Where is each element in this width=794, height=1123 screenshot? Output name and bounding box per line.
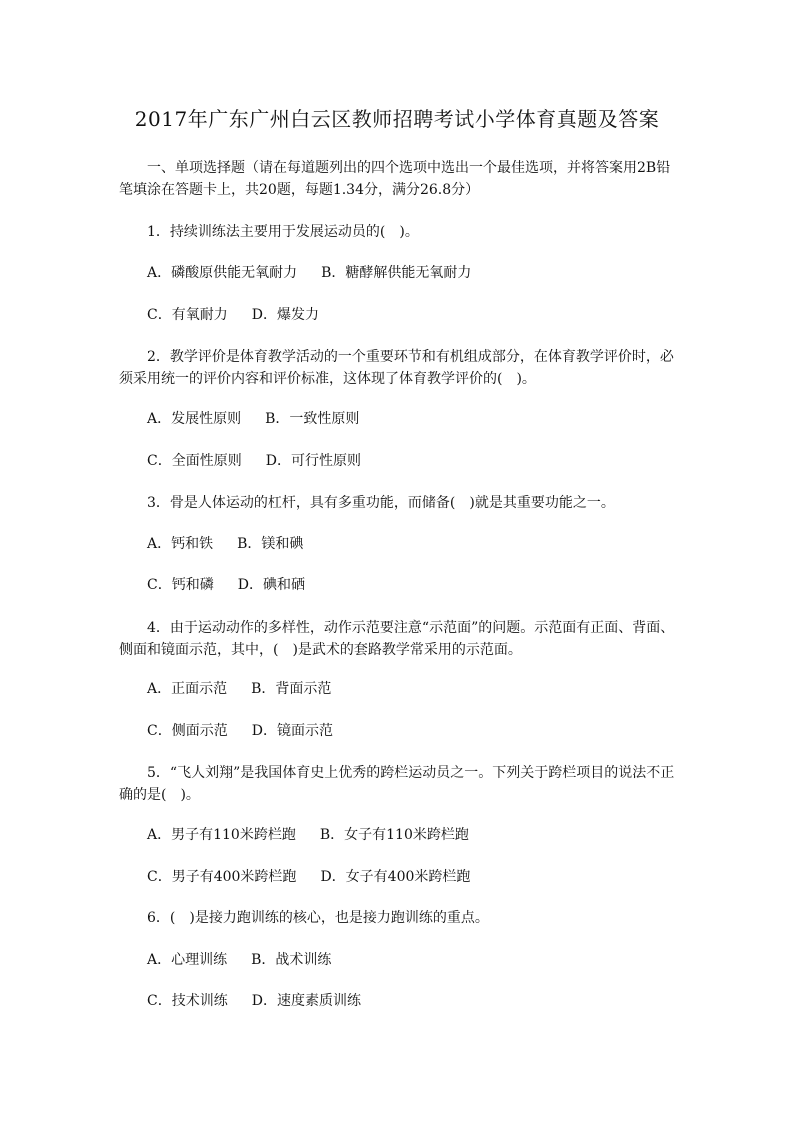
question-6-option-c: C．技术训练 — [147, 993, 228, 1009]
section-intro: 一、单项选择题（请在每道题列出的四个选项中选出一个最佳选项，并将答案用2B铅笔填涂在答题卡上，共20题，每题1.34分，满分26.8分） — [119, 160, 671, 198]
question-5-option-a: A．男子有110米跨栏跑 — [147, 827, 296, 843]
question-4-options-row-2 — [147, 721, 333, 741]
question-1-stem: 1．持续训练法主要用于发展运动员的( )。 — [147, 224, 419, 240]
question-2-options-row-2 — [147, 451, 361, 471]
question-1-options-row-1 — [147, 263, 471, 283]
question-4-stem: 4．由于运动动作的多样性，动作示范要注意“示范面”的问题。示范面有正面、背面、侧面和镜面示范，其中，( )是武术的套路教学常采用的示范面。 — [119, 620, 675, 658]
question-4-option-d: D．镜面示范 — [251, 723, 333, 739]
question-2-options-row-1 — [147, 409, 359, 429]
question-4-option-c: C．侧面示范 — [147, 723, 228, 739]
question-3-option-b: B．镁和碘 — [237, 536, 304, 552]
question-6-option-d: D．速度素质训练 — [251, 993, 361, 1009]
question-6-stem: 6．( )是接力跑训练的核心，也是接力跑训练的重点。 — [147, 910, 489, 926]
question-1-options-row-2 — [147, 305, 319, 325]
question-3-options-row-2 — [147, 575, 305, 595]
question-2-option-d: D．可行性原则 — [265, 453, 361, 469]
question-2-option-a: A．发展性原则 — [147, 411, 242, 427]
question-5-options-row-2 — [147, 867, 470, 887]
question-1-option-a: A．磷酸原供能无氧耐力 — [147, 265, 298, 281]
question-2-option-b: B．一致性原则 — [265, 411, 360, 427]
question-3-option-a: A．钙和铁 — [147, 536, 214, 552]
question-5-options-row-1 — [147, 825, 469, 845]
question-1-option-b: B．糖酵解供能无氧耐力 — [321, 265, 472, 281]
question-2-stem: 2．教学评价是体育教学活动的一个重要环节和有机组成部分，在体育教学评价时，必须采用统一的评价内容和评价标准，这体现了体育教学评价的( )。 — [119, 349, 674, 387]
question-1-option-c: C．有氧耐力 — [147, 307, 228, 323]
question-4-options-row-1 — [147, 679, 331, 699]
question-1-option-d: D．爆发力 — [251, 307, 319, 323]
question-3-stem: 3．骨是人体运动的杠杆，具有多重功能，而储备( )就是其重要功能之一。 — [147, 495, 615, 511]
question-3-options-row-1 — [147, 534, 303, 554]
question-5-option-b: B．女子有110米跨栏跑 — [319, 827, 469, 843]
question-4-option-a: A．正面示范 — [147, 681, 228, 697]
question-5-stem: 5．“飞人刘翔”是我国体育史上优秀的跨栏运动员之一。下列关于跨栏项目的说法不正确的是( )。 — [119, 765, 675, 803]
document-title: 2017年广东广州白云区教师招聘考试小学体育真题及答案 — [134, 107, 660, 131]
question-3-option-d: D．碘和硒 — [237, 577, 305, 593]
question-6-option-b: B．战术训练 — [251, 952, 332, 968]
question-2-option-c: C．全面性原则 — [147, 453, 242, 469]
question-5-option-c: C．男子有400米跨栏跑 — [147, 869, 297, 885]
question-5-option-d: D．女子有400米跨栏跑 — [320, 869, 471, 885]
question-6-option-a: A．心理训练 — [147, 952, 228, 968]
question-4-option-b: B．背面示范 — [251, 681, 332, 697]
question-6-options-row-2 — [147, 991, 361, 1011]
question-3-option-c: C．钙和磷 — [147, 577, 214, 593]
question-6-options-row-1 — [147, 950, 331, 970]
